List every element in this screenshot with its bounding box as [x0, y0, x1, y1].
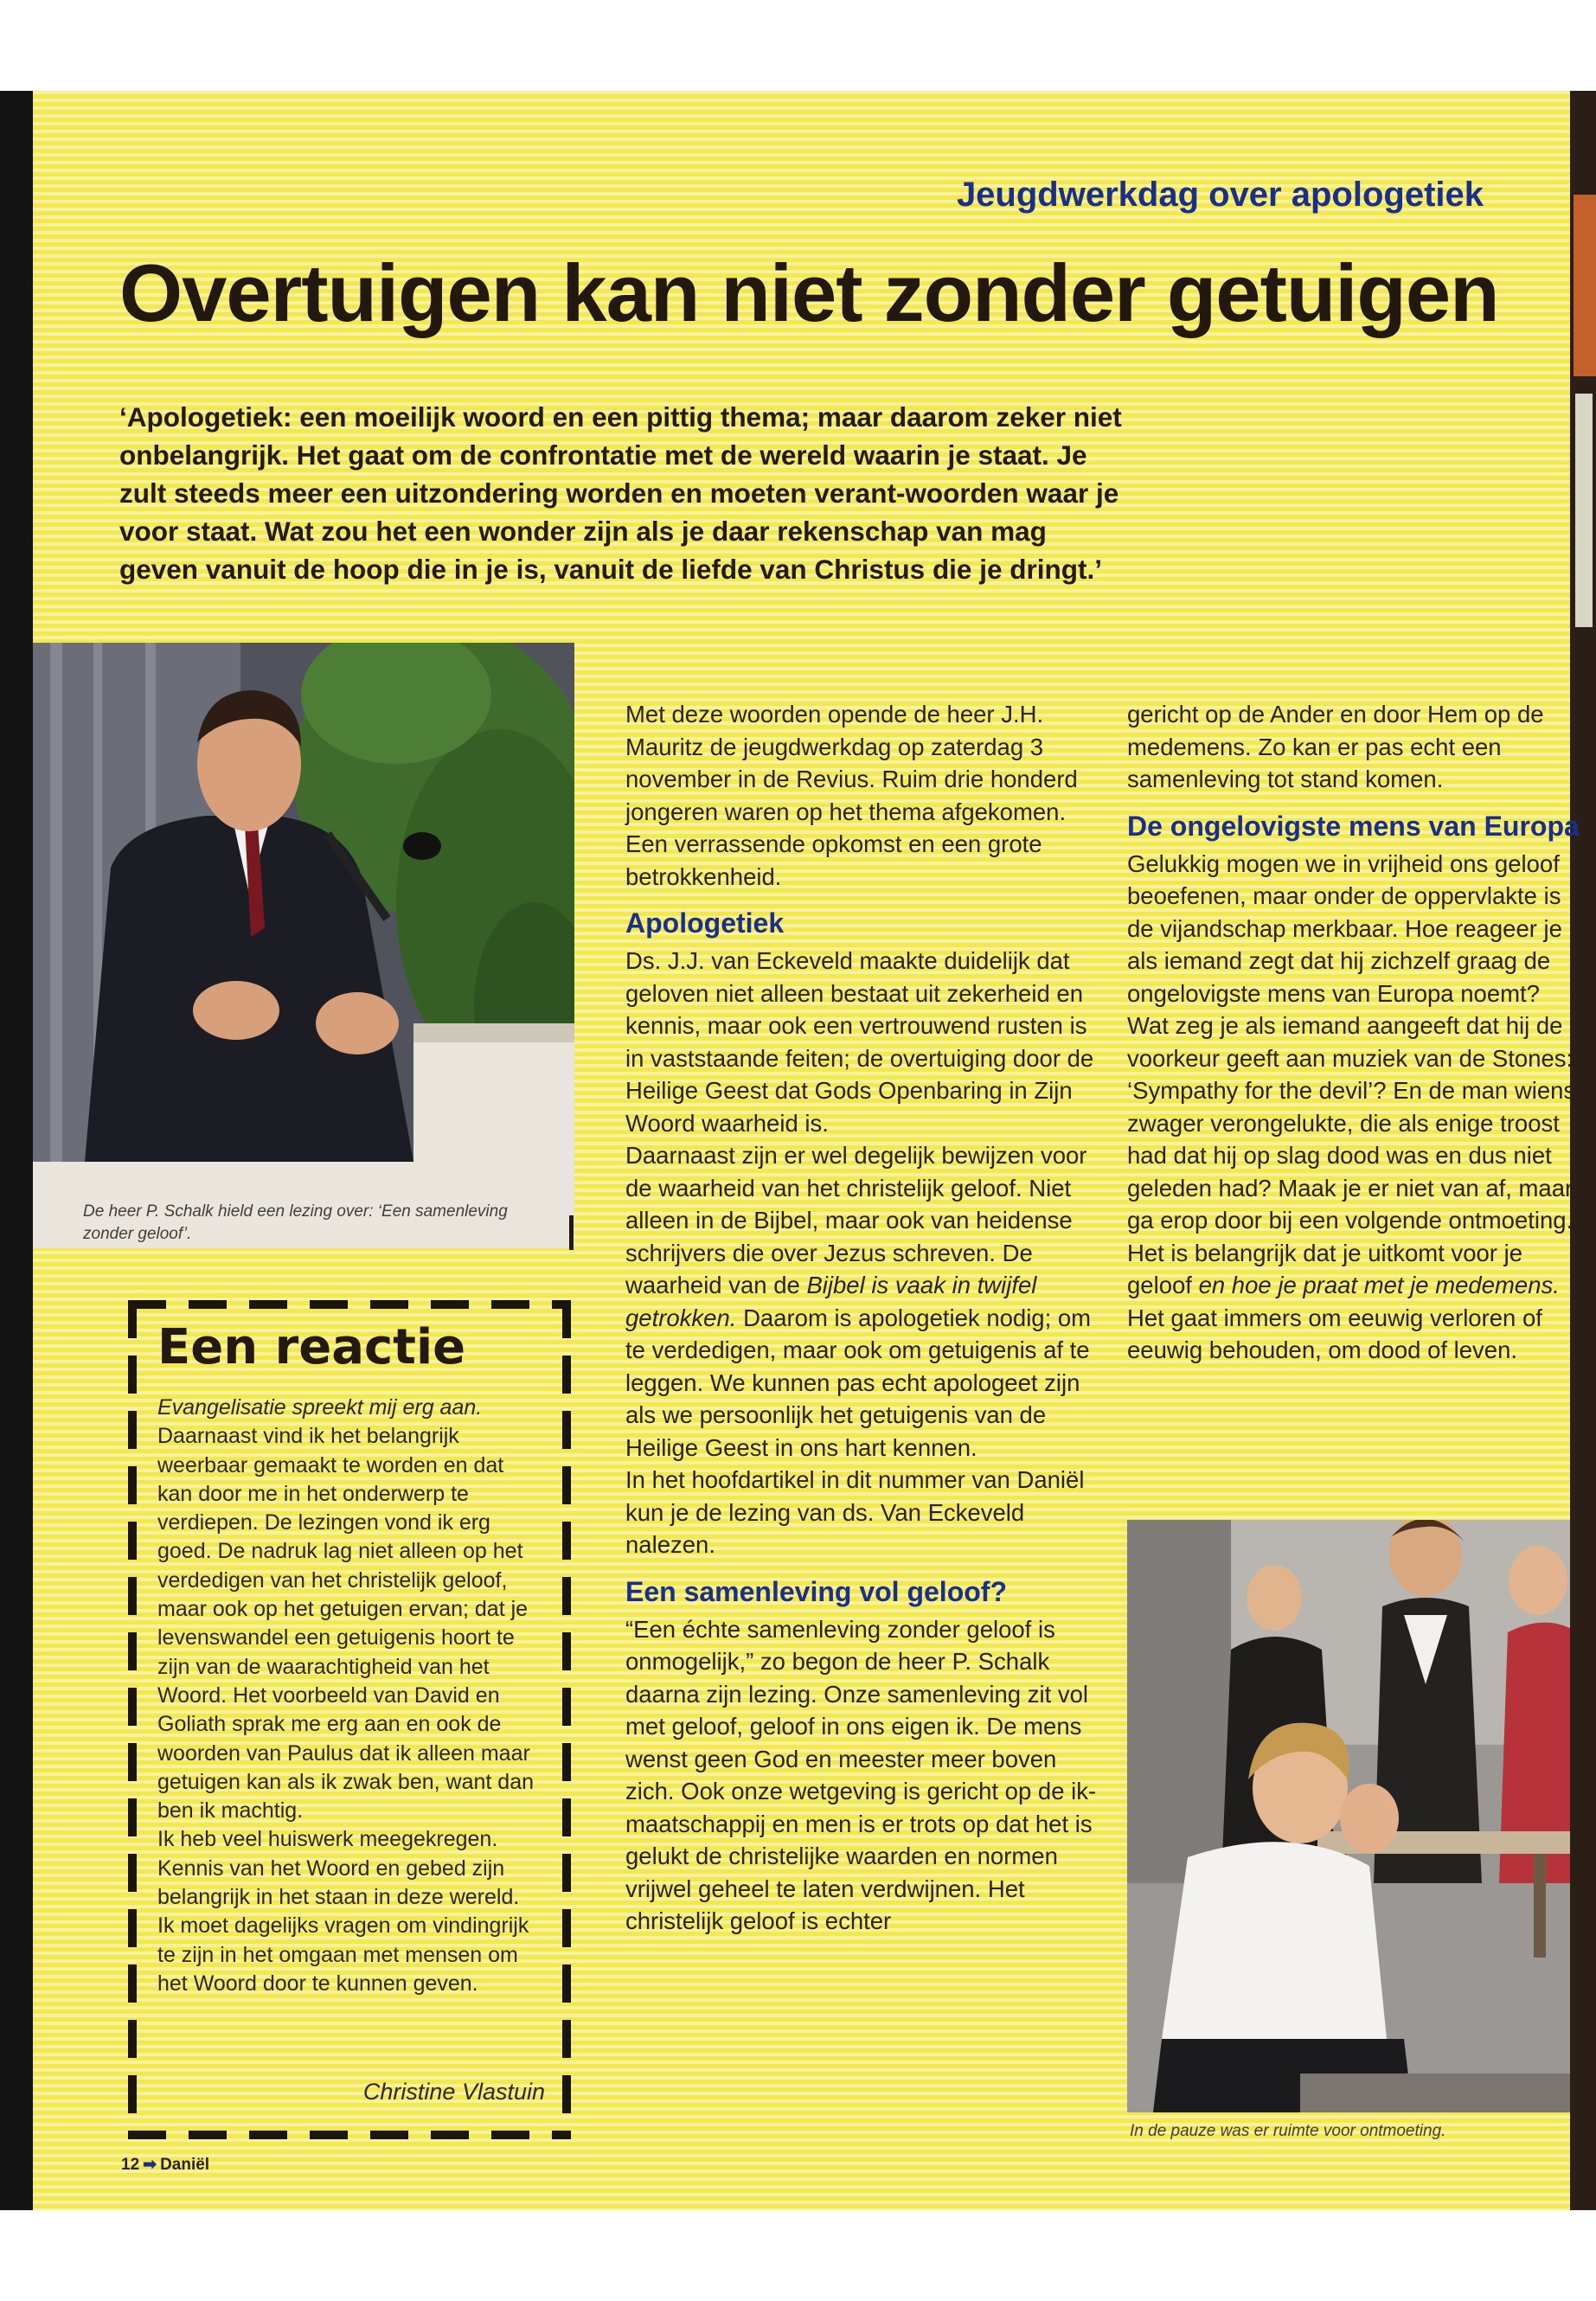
speaker-photo-image	[33, 643, 574, 1248]
reaction-paragraph: Ik heb veel huiswerk meegekregen. Kennis van het Woord en gebed zijn belangrijk in het staan in deze wereld. Ik moet dagelijks vragen om vindingrijk te zijn in het omgaan met mensen om het Woord door te kunnen geven.	[157, 1827, 529, 1996]
intro-quote: ‘Apologetiek: een moeilijk woord en een pittig thema; maar daarom zeker niet onbelangrijk. Het gaat om de confrontatie met de wereld waarin je staat. Je zult steeds meer een uitzondering worden en moeten verant-woorden waar je voor staat. Wat zou het een wonder zijn als je daar rekenschap van mag geven vanuit de hoop die in je is, vanuit de liefde van Christus die je dringt.’	[119, 401, 1122, 585]
adjacent-page-strip	[1575, 394, 1593, 627]
page-number: 12	[121, 2156, 140, 2174]
page-footer	[121, 2155, 209, 2175]
emphasis-text: Bijbel is vaak in twijfel getrokken.	[625, 1272, 1037, 1331]
article-paragraph: Ds. J.J. van Eckeveld maakte duidelijk dat geloven niet alleen bestaat uit zekerheid en kennis, maar ook een vertrouwend rusten is in vaststaande feiten; de overtuiging door de Heilige Geest dat Gods Openbaring in Zijn Woord waarheid is.	[625, 947, 1094, 1137]
article-column-middle	[625, 698, 1106, 1938]
box-border-bottom	[128, 2131, 571, 2139]
text-run: Daarom is apologetiek nodig; om te verdedigen, maar ook om getuigenis af te leggen. We kunnen pas echt apologeet zijn als we persoonlijk het getuigenis van de Heilige Geest in ons hart kennen.	[625, 1304, 1092, 1461]
page-title: Overtuigen kan niet zonder getuigen	[119, 247, 1499, 338]
break-photo-image	[1127, 1520, 1570, 2112]
article-paragraph: In het hoofdartikel in dit nummer van Daniël kun je de lezing van ds. Van Eckeveld nalezen.	[625, 1466, 1085, 1558]
divider	[569, 1215, 574, 1250]
reaction-box	[128, 1300, 571, 2139]
article-paragraph	[1127, 848, 1581, 1367]
break-photo-caption: In de pauze was er ruimte voor ontmoeting.	[1130, 2122, 1446, 2140]
scan-border-left	[0, 91, 33, 2210]
reaction-title: Een reactie	[157, 1319, 466, 1375]
subheading-europa: De ongelovigste mens van Europa	[1127, 810, 1580, 842]
text-run: Daarnaast zijn er wel degelijk bewijzen voor de waarheid van het christelijk geloof. Niet alleen in de Bijbel, maar ook van heidense schrijvers die over Jezus schreven. De waarheid van de	[625, 1142, 1087, 1298]
reaction-body	[157, 1394, 538, 1998]
subheading-apologetiek: Apologetiek	[625, 907, 785, 939]
article-paragraph: “Een échte samenleving zonder geloof is onmogelijk,” zo begon de heer P. Schalk daarna zijn lezing. Onze samenleving zit vol met geloof, geloof in ons eigen ik. De mens wenst geen God en meester meer boven zich. Ook onze wetgeving is gericht op de ik-maatschappij en men is er trots op dat het is gelukt de christelijke waarden en normen vrijwel geheel te laten verdwijnen. Het christelijk geloof is echter	[625, 1615, 1097, 1934]
arrow-icon: ➡	[143, 2156, 157, 2174]
article-paragraph	[625, 1139, 1106, 1464]
reaction-paragraph: Daarnaast vind ik het belangrijk weerbaar gemaakt te worden en dat kan door me in het onderwerp te verdiepen. De lezingen vond ik erg goed. De nadruk lag niet alleen op het verdedigen van het christelijk geloof, maar ook op het getuigen ervan; dat je levenswandel een getuigenis hoort te zijn van de waarachtigheid van het Woord. Het voorbeeld van David en Goliath sprak me erg aan en ook de woorden van Paulus dat ik alleen maar getuigen kan als ik zwak ben, want dan ben ik machtig.	[157, 1424, 534, 1823]
speaker-photo-caption: De heer P. Schalk hield een lezing over: ‘Een samenleving zonder geloof’.	[83, 1202, 508, 1243]
reaction-author: Christine Vlastuin	[362, 2079, 545, 2105]
adjacent-page-strip	[1574, 195, 1596, 376]
box-border-right	[562, 1300, 571, 2139]
article-paragraph: gericht op de Ander en door Hem op de medemens. Zo kan er pas echt een samenleving tot stand komen.	[1127, 701, 1544, 792]
emphasis-text: en hoe je praat met je medemens.	[1198, 1272, 1560, 1298]
article-paragraph: Met deze woorden opende de heer J.H. Mauritz de jeugdwerkdag op zaterdag 3 november in de Revius. Ruim drie honderd jongeren waren op het thema afgekomen. Een verrassende opkomst en een grote betrokkenheid.	[625, 701, 1078, 890]
magazine-page	[33, 91, 1580, 2210]
article-column-right	[1127, 698, 1581, 1367]
magazine-name: Daniël	[160, 2156, 210, 2174]
emphasis-text: Evangelisatie spreekt mij erg aan.	[157, 1395, 483, 1420]
box-border-top	[128, 1300, 571, 1309]
box-border-left	[128, 1300, 137, 2139]
section-kicker: Jeugdwerkdag over apologetiek	[956, 176, 1484, 214]
reaction-lead	[157, 1394, 538, 1422]
speaker-photo	[33, 643, 574, 1248]
break-photo	[1127, 1520, 1570, 2112]
subheading-samenleving: Een samenleving vol geloof?	[625, 1575, 1007, 1607]
text-run: Gelukkig mogen we in vrijheid ons geloof beoefenen, maar onder de oppervlakte is de vijandschap merkbaar. Hoe reageer je als iemand zegt dat hij zichzelf graag de ongelovigste mens van Europa noemt? Wat zeg je als iemand aangeeft dat hij de voorkeur geeft aan muziek van de Stones: ‘Sympathy for the devil’? En de man wiens zwager verongelukte, die als enige troost had dat hij op slag dood was en dus niet geleden had? Maak je er niet van af, maar ga erop door bij een volgende ontmoeting. Het is belangrijk dat je uitkomt voor je geloof	[1127, 849, 1576, 1298]
text-run: Het gaat immers om eeuwig verloren of eeuwig behouden, om dood of leven.	[1127, 1304, 1542, 1363]
